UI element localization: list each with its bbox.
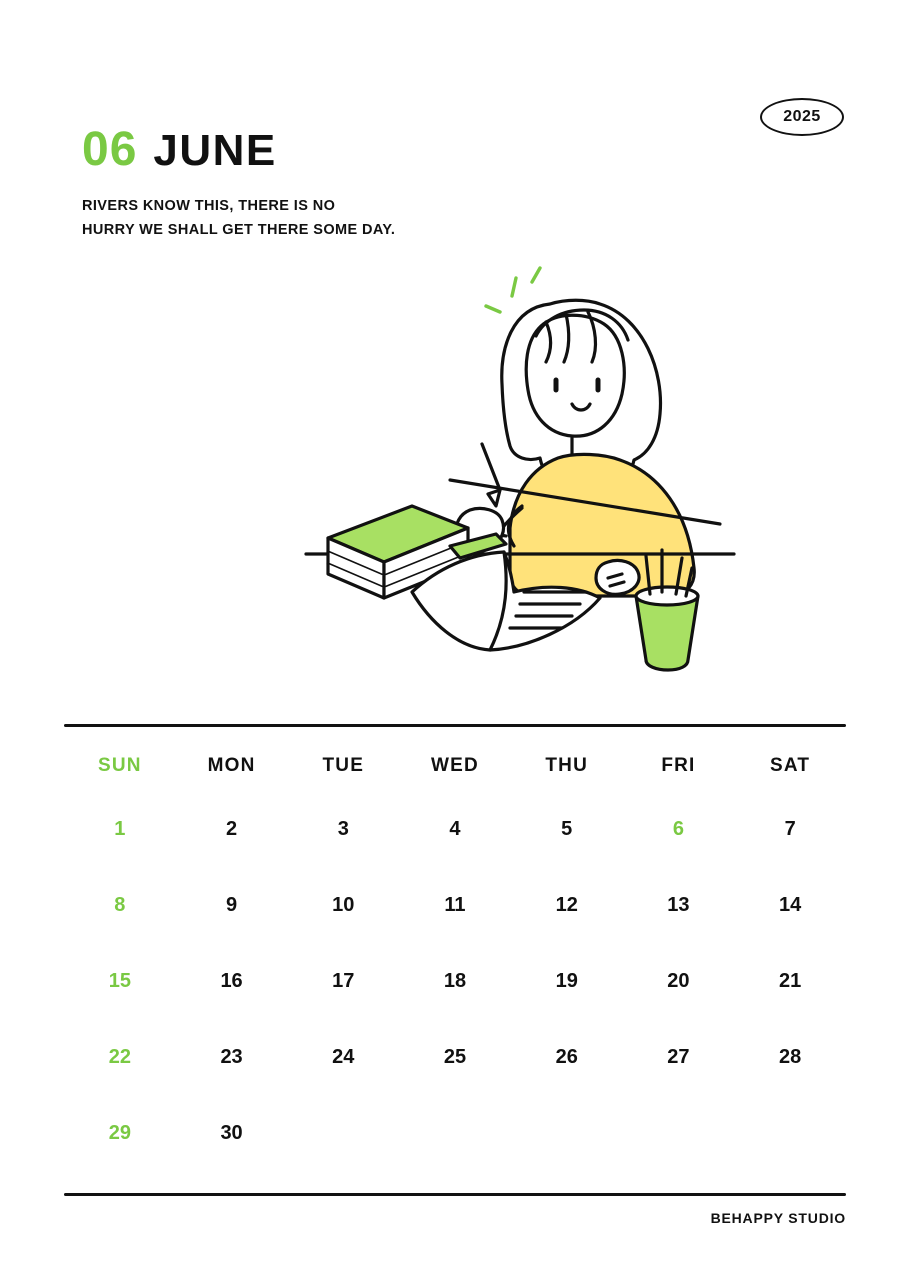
calendar-day: 22: [108, 1045, 131, 1068]
calendar-day: 20: [667, 969, 690, 992]
weekday-thu: THU: [545, 755, 589, 776]
quote-line-1: RIVERS KNOW THIS, THERE IS NO: [82, 198, 336, 214]
calendar-day: 18: [443, 969, 467, 992]
calendar-grid: [64, 724, 846, 1226]
calendar-week-row: [64, 943, 846, 1019]
illustration-girl-writing: [300, 262, 740, 682]
calendar-day: 27: [667, 1045, 690, 1068]
calendar-day: 29: [108, 1121, 131, 1144]
calendar-weeks: [64, 781, 846, 1171]
calendar-day: 26: [555, 1045, 578, 1068]
weekday-sun: SUN: [97, 755, 142, 776]
page-footer: [64, 1196, 846, 1226]
calendar-day: 28: [779, 1045, 802, 1068]
calendar-day: 5: [561, 817, 573, 840]
weekday-mon: MON: [207, 755, 256, 776]
month-number: 06: [82, 123, 138, 176]
weekday-fri: FRI: [661, 755, 696, 776]
month-title: [82, 122, 395, 177]
month-name: JUNE: [153, 126, 277, 175]
quote-text: [82, 195, 395, 243]
calendar-day: 24: [332, 1045, 355, 1068]
calendar-week-row: [64, 867, 846, 943]
page-header: [82, 122, 395, 243]
studio-credit: BEHAPPY STUDIO: [710, 1210, 846, 1226]
calendar-day: 7: [784, 817, 796, 840]
calendar-day: 16: [220, 969, 243, 992]
calendar-day: 30: [220, 1121, 243, 1144]
calendar-day: 23: [220, 1045, 243, 1068]
calendar-day: 2: [226, 817, 238, 840]
calendar-day: 9: [226, 893, 238, 916]
calendar-week-row: [64, 1019, 846, 1095]
calendar-day: 1: [114, 817, 126, 840]
calendar-day: 17: [332, 969, 355, 992]
weekday-header-row: [64, 727, 846, 781]
calendar-day: 3: [337, 817, 349, 840]
quote-line-2: HURRY WE SHALL GET THERE SOME DAY.: [82, 221, 396, 238]
calendar-day: 21: [779, 969, 802, 992]
calendar-week-row: [64, 1095, 846, 1171]
calendar-day: 13: [667, 893, 690, 916]
weekday-sat: SAT: [770, 755, 811, 776]
calendar-day: 8: [114, 893, 126, 916]
calendar-week-row: [64, 791, 846, 867]
calendar-day: 4: [449, 817, 461, 840]
calendar-day: 19: [555, 969, 578, 992]
calendar-day: 15: [108, 969, 131, 992]
year-badge: 2025: [760, 98, 844, 136]
calendar-day: 12: [555, 893, 578, 916]
calendar-day: 14: [779, 893, 802, 916]
calendar-day: 25: [443, 1045, 467, 1068]
calendar-day: 6: [672, 817, 684, 840]
calendar-day: 11: [444, 893, 466, 916]
weekday-tue: TUE: [322, 755, 365, 776]
weekday-wed: WED: [431, 755, 479, 776]
calendar-day: 10: [332, 893, 355, 916]
